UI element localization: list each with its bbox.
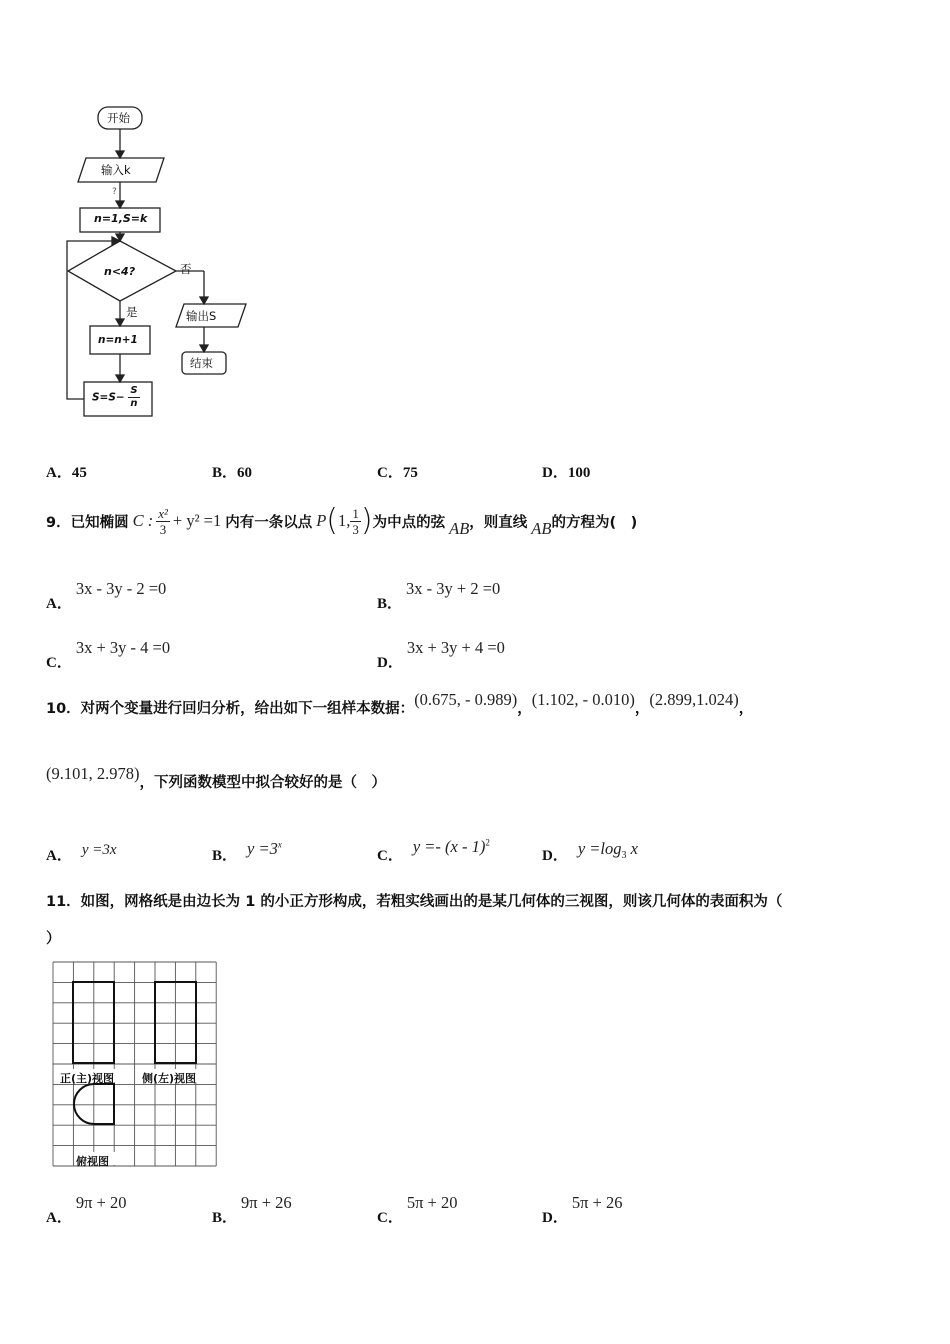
- q8-option-a-value: 45: [71, 465, 87, 481]
- q11-option-b-expr: 9π + 26: [241, 1193, 292, 1212]
- flow-update-den: n: [130, 398, 138, 409]
- q9-mid1: 内有一条以点: [225, 514, 313, 531]
- flow-incr: n=n+1: [98, 334, 138, 346]
- q9-ellipse-frac: [156, 506, 170, 537]
- q10-option-d-expr: y =log: [577, 839, 622, 858]
- q8-option-a-letter: A．: [46, 465, 72, 481]
- q9-option-b-letter: B．: [377, 596, 403, 612]
- q8-option-b-letter: B．: [212, 465, 238, 481]
- q8-option-d[interactable]: [542, 461, 590, 482]
- q11-option-d-letter: D．: [542, 1210, 568, 1226]
- q10-p3: (2.899,1.024): [649, 690, 739, 709]
- q9-paren-right: ): [360, 503, 373, 538]
- q11-side-label: 侧(左)视图: [142, 1072, 197, 1085]
- q9-stem: [46, 497, 637, 545]
- q9-option-c-letter: C．: [46, 655, 72, 671]
- q11-stem-line2: ）: [46, 931, 61, 947]
- flow-output: 输出S: [186, 309, 217, 323]
- q9-option-c[interactable]: [46, 637, 171, 671]
- flow-yes: 是: [126, 305, 138, 319]
- flow-input: [101, 162, 131, 178]
- flow-start: 开始: [107, 111, 130, 125]
- flow-no: 否: [180, 262, 192, 276]
- flow-end: 结束: [190, 356, 213, 370]
- q9-prefix: 9．已知椭圆: [46, 514, 129, 531]
- q11-option-b-letter: B．: [212, 1210, 238, 1226]
- q8-flowchart: [40, 95, 270, 435]
- q9-option-a-expr: 3x - 3y - 2 =0: [75, 579, 167, 598]
- q9-point-pre: P: [316, 511, 327, 530]
- q8-option-b-value: 60: [237, 465, 253, 481]
- q10-option-d[interactable]: [542, 838, 638, 864]
- q9-ab1: AB: [449, 519, 470, 538]
- q8-option-c-letter: C．: [377, 465, 403, 481]
- q11-option-c[interactable]: [377, 1192, 458, 1226]
- q9-option-d-letter: D．: [377, 655, 403, 671]
- q10-option-a-expr: y =3x: [81, 842, 117, 858]
- q9-option-a-letter: A．: [46, 596, 72, 612]
- flow-update-num: S: [130, 385, 138, 396]
- q8-option-d-value: 100: [567, 465, 591, 481]
- q11-option-a-letter: A．: [46, 1210, 72, 1226]
- q10-comma3: ，: [738, 701, 754, 717]
- flow-tick: ?: [112, 187, 117, 197]
- q11-option-c-expr: 5π + 20: [406, 1193, 458, 1212]
- q8-option-a[interactable]: [46, 461, 87, 482]
- q11-option-b[interactable]: [212, 1192, 292, 1226]
- q10-comma1: ，: [517, 701, 532, 717]
- q10-p2: (1.102, - 0.010): [531, 690, 635, 709]
- q11-option-d[interactable]: [542, 1192, 623, 1226]
- q10-stem-line1: [46, 690, 754, 718]
- q9-ellipse-den: 3: [159, 521, 167, 537]
- flow-input-text: 输入k: [101, 163, 131, 177]
- q10-option-b-sup: x: [277, 839, 282, 850]
- q10-p1: (0.675, - 0.989): [414, 690, 518, 709]
- q10-option-c[interactable]: [377, 836, 490, 864]
- q11-three-view-grid: [50, 959, 222, 1171]
- q10-comma2: ，: [634, 701, 650, 717]
- flow-update-prefix: S=S−: [92, 391, 125, 404]
- q10-option-b[interactable]: [212, 838, 282, 864]
- q9-option-a[interactable]: [46, 578, 167, 612]
- q11-option-a[interactable]: [46, 1192, 127, 1226]
- q9-ellipse-num: x²: [158, 505, 168, 521]
- q9-point-den: 3: [352, 521, 359, 537]
- q10-option-c-expr: y =- (x - 1): [412, 837, 486, 856]
- q10-option-a[interactable]: [46, 838, 117, 864]
- q11-stem-line1: 11．如图，网格纸是由边长为 1 的小正方形构成，若粗实线画出的是某几何体的三视图，则该几何体的表面积为（: [46, 894, 783, 910]
- q9-mid3: ，则直线: [469, 514, 528, 531]
- q8-option-c[interactable]: [377, 461, 418, 482]
- q9-paren-left: (: [326, 503, 339, 538]
- q9-ellipse-post: + y² =1: [172, 511, 222, 530]
- q8-option-d-letter: D．: [542, 465, 568, 481]
- q11-top-label: 俯视图: [76, 1155, 109, 1168]
- q10-option-d-tail: x: [626, 839, 638, 858]
- q10-option-b-expr: y =3: [247, 839, 278, 858]
- q9-point-a: 1,: [338, 511, 351, 530]
- flow-update: [92, 385, 140, 410]
- q8-option-b[interactable]: [212, 461, 252, 482]
- q10-option-d-letter: D．: [542, 848, 568, 864]
- q10-stem-line2: [46, 764, 386, 792]
- q10-option-c-letter: C．: [377, 848, 403, 864]
- q11-option-a-expr: 9π + 20: [75, 1193, 127, 1212]
- q10-p4: (9.101, 2.978): [46, 764, 140, 783]
- q9-point-frac: [350, 506, 361, 537]
- flow-update-frac: [128, 385, 139, 410]
- q10-option-b-letter: B．: [212, 848, 238, 864]
- q9-option-c-expr: 3x + 3y - 4 =0: [75, 638, 171, 657]
- q10-option-c-sup: 2: [485, 837, 490, 848]
- q11-option-d-expr: 5π + 26: [571, 1193, 623, 1212]
- q9-suffix: 的方程为( ): [551, 514, 638, 531]
- q8-option-c-value: 75: [402, 465, 418, 481]
- q9-ab2: AB: [531, 519, 552, 538]
- q9-option-d-expr: 3x + 3y + 4 =0: [406, 638, 505, 657]
- q9-option-d[interactable]: [377, 637, 505, 671]
- q10-option-d-sub: 3: [621, 850, 627, 862]
- q9-option-b[interactable]: [377, 578, 501, 612]
- q10-prefix: 10．对两个变量进行回归分析，给出如下一组样本数据：: [46, 701, 415, 717]
- q10-option-a-letter: A．: [46, 848, 72, 864]
- q11-option-c-letter: C．: [377, 1210, 403, 1226]
- q9-mid2: 为中点的弦: [372, 514, 446, 531]
- flow-init: n=1,S=k: [94, 212, 148, 225]
- q10-suffix: ，下列函数模型中拟合较好的是（ ）: [139, 775, 386, 791]
- q9-point-num: 1: [352, 505, 359, 521]
- flow-cond: n<4?: [104, 265, 136, 278]
- q9-option-b-expr: 3x - 3y + 2 =0: [406, 579, 501, 598]
- q9-ellipse-pre: C :: [132, 511, 154, 530]
- q11-front-label: 正(主)视图: [60, 1072, 115, 1085]
